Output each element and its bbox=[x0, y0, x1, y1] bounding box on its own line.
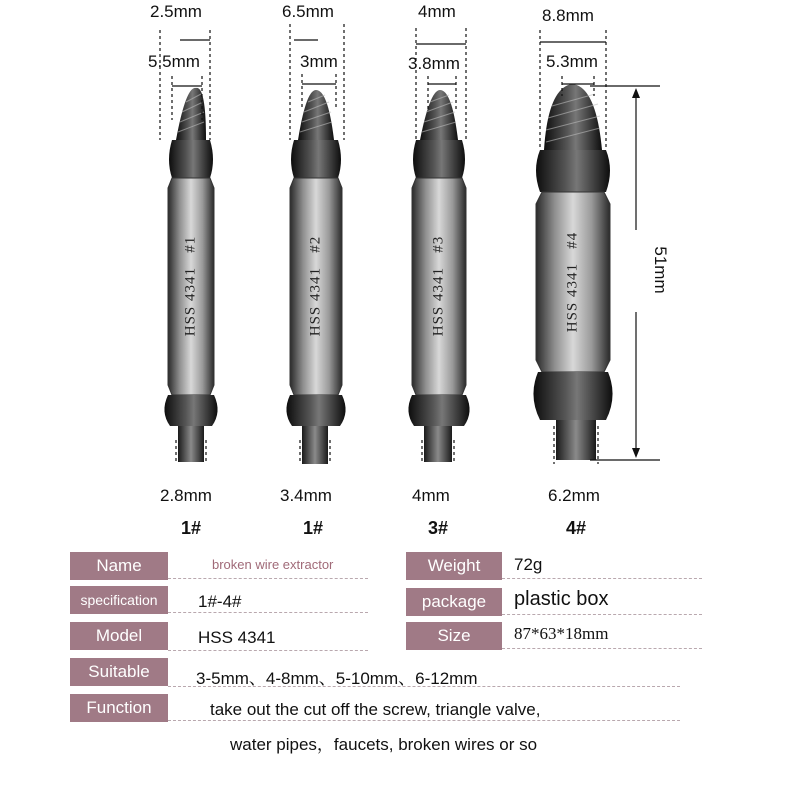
bit-3-top-outer-dim: 4mm bbox=[418, 2, 456, 21]
bit-2-number: 1# bbox=[303, 518, 324, 538]
bit-1-marking-bottom: HSS 4341 bbox=[182, 266, 199, 337]
bit-4-number: 4# bbox=[566, 518, 587, 538]
bit-2-bottom-dim: 3.4mm bbox=[280, 486, 332, 505]
weight-label: Weight bbox=[406, 552, 502, 580]
model-underline bbox=[168, 650, 368, 651]
bit-1-top-outer-dim: 2.5mm bbox=[150, 2, 202, 21]
bit-1-bottom-dim: 2.8mm bbox=[160, 486, 212, 505]
bit-1-top-inner-dim: 5.5mm bbox=[148, 52, 200, 71]
size-label: Size bbox=[406, 622, 502, 650]
bit-2-top-inner-dim: 3mm bbox=[300, 52, 338, 71]
name-value: broken wire extractor bbox=[212, 557, 334, 572]
bit-3-marking-top: #3 bbox=[430, 235, 447, 253]
suitable-value: 3-5mm、4-8mm、5-10mm、6-12mm bbox=[196, 669, 478, 688]
bit-2-marking bbox=[308, 236, 325, 337]
weight-underline bbox=[502, 578, 702, 579]
function-underline bbox=[168, 720, 680, 721]
function-value-line1: take out the cut off the screw, triangle valve, bbox=[210, 700, 541, 719]
bit-3-marking bbox=[431, 236, 448, 337]
function-value-line2: water pipes，faucets, broken wires or so bbox=[230, 735, 538, 754]
bit-3-bottom-dim: 4mm bbox=[412, 486, 450, 505]
model-value: HSS 4341 bbox=[198, 628, 276, 647]
bit-1-number: 1# bbox=[181, 518, 202, 538]
specification-value: 1#-4# bbox=[198, 592, 242, 611]
bit-4-marking-bottom: HSS 4341 bbox=[564, 262, 581, 333]
function-label: Function bbox=[70, 694, 168, 722]
bit-3-top-inner-dim: 3.8mm bbox=[408, 54, 460, 73]
model-label: Model bbox=[70, 622, 168, 650]
package-underline bbox=[502, 614, 702, 615]
weight-value: 72g bbox=[514, 555, 543, 574]
bit-1-marking bbox=[183, 236, 200, 337]
bit-2-top-outer-dim: 6.5mm bbox=[282, 2, 334, 21]
bit-4-marking bbox=[565, 232, 582, 333]
bit-2-marking-top: #2 bbox=[307, 235, 324, 253]
package-label: package bbox=[406, 588, 502, 616]
bit-2-marking-bottom: HSS 4341 bbox=[307, 266, 324, 337]
specification-underline bbox=[168, 612, 368, 613]
package-value: plastic box bbox=[514, 588, 609, 610]
suitable-label: Suitable bbox=[70, 658, 168, 686]
suitable-underline bbox=[168, 686, 680, 687]
length-dim: 51mm bbox=[651, 246, 670, 294]
bit-1-marking-top: #1 bbox=[182, 235, 199, 253]
bit-4-marking-top: #4 bbox=[564, 231, 581, 249]
size-underline bbox=[502, 648, 702, 649]
bit-3-number: 3# bbox=[428, 518, 449, 538]
specification-label: specification bbox=[70, 586, 168, 614]
bit-4-bottom-dim: 6.2mm bbox=[548, 486, 600, 505]
bit-4-top-inner-dim: 5.3mm bbox=[546, 52, 598, 71]
bit-3-marking-bottom: HSS 4341 bbox=[430, 266, 447, 337]
name-label: Name bbox=[70, 552, 168, 580]
bit-4-top-outer-dim: 8.8mm bbox=[542, 6, 594, 25]
size-value: 87*63*18mm bbox=[514, 624, 609, 643]
name-underline bbox=[168, 578, 368, 579]
